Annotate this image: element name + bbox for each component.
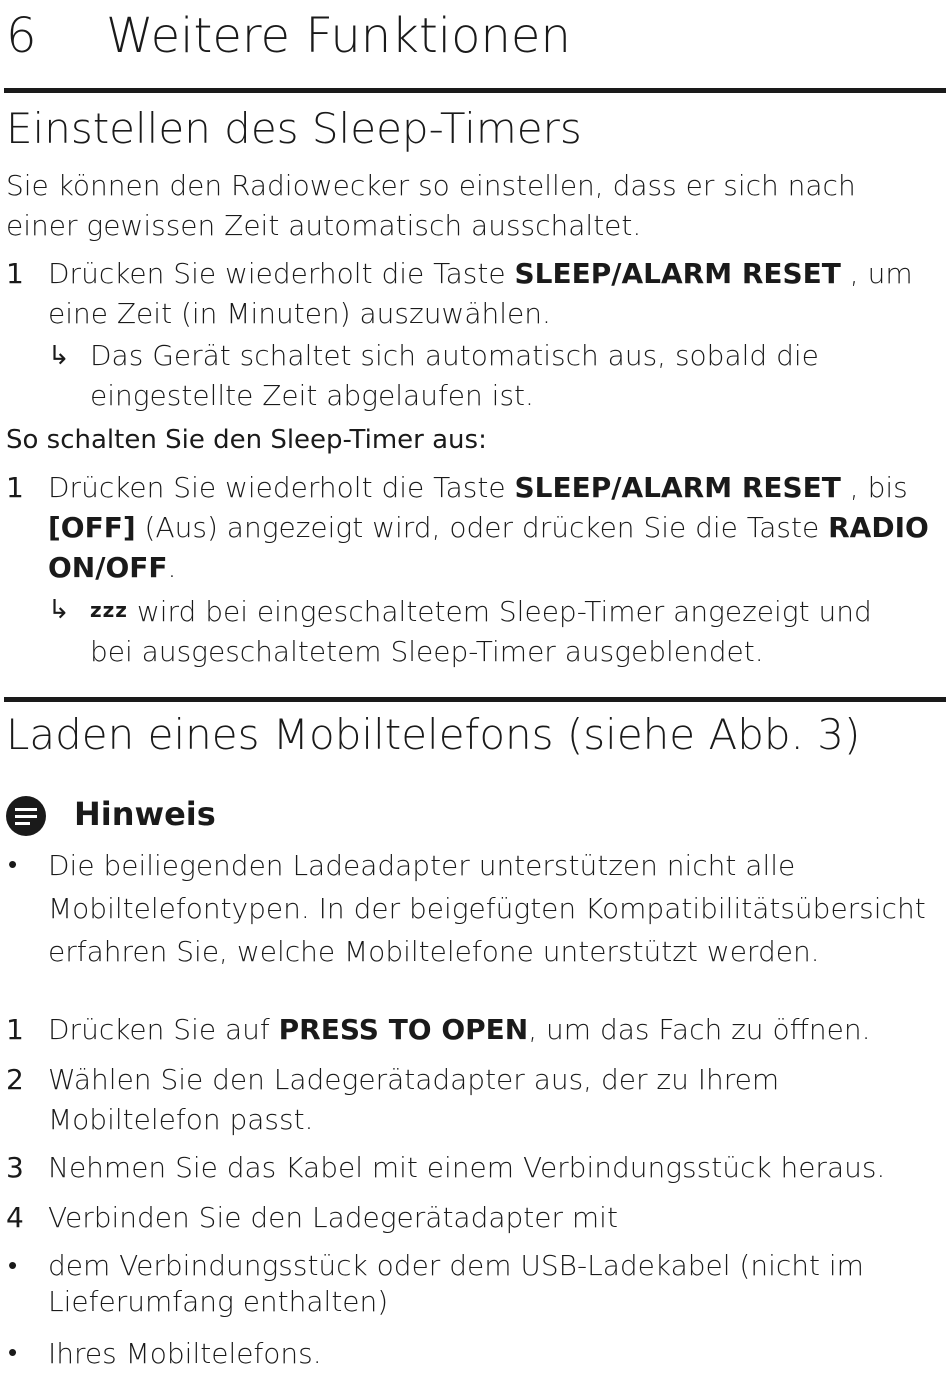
result-arrow-icon: ↳ [48,595,70,625]
charge-step-3 [6,1148,944,1188]
press-to-open-key: PRESS TO OPEN [278,1013,529,1046]
sleep-result-1 [48,336,920,416]
step-text: Drücken Sie wiederholt die Taste [48,471,515,504]
sleep-off-step-1 [6,468,944,588]
note-icon [6,796,46,836]
step-number: 1 [6,1013,24,1046]
note-text: Die beiliegenden Ladeadapter unterstützen nicht alle Mobiltelefontypen. In der beigefügten Kompatibilitätsübersicht erfahren Sie, welche Mobiltelefone unterstützt werden. [48,849,926,968]
step-text: Verbinden Sie den Ladegerätadapter mit [48,1201,618,1234]
sleep-intro: Sie können den Radiowecker so einstellen, dass er sich nach einer gewissen Zeit automatisch ausschaltet. [6,169,856,242]
step-number: 1 [6,471,24,504]
step-text-mid2: (Aus) angezeigt wird, oder drücken Sie die Taste [135,511,829,544]
charge-heading: Laden eines Mobiltelefons (siehe Abb. 3) [6,710,861,759]
note-bullet [6,844,930,973]
note-title: Hinweis [74,795,216,833]
bullet-icon: • [8,850,18,880]
chapter-title [6,8,571,64]
bullet-icon: • [8,1251,18,1281]
charge-bullet-2 [6,1332,930,1375]
chapter-divider [4,88,946,93]
step-text: Nehmen Sie das Kabel mit einem Verbindungsstück heraus. [48,1151,886,1184]
chapter-number: 6 [6,8,37,64]
sleep-result-2 [48,590,920,672]
charge-step-2 [6,1060,944,1140]
sleep-off-heading: So schalten Sie den Sleep-Timer aus: [6,425,487,455]
off-display: [OFF] [48,511,136,544]
step-number: 3 [6,1151,24,1184]
section-divider [4,697,946,702]
charge-step-1 [6,1010,944,1050]
step-number: 4 [6,1201,24,1234]
bullet-text: Ihres Mobiltelefons. [48,1337,322,1370]
charge-step-4 [6,1198,944,1238]
chapter-title-text: Weitere Funktionen [106,8,571,64]
radio-onoff-key: RADIO ON/OFF [48,511,929,584]
sleep-step-1 [6,254,944,334]
step-text-mid: , bis [840,471,908,504]
sleep-alarm-reset-key: SLEEP/ALARM RESET [514,257,841,290]
charge-bullet-1 [6,1248,930,1320]
sleep-alarm-reset-key: SLEEP/ALARM RESET [514,471,841,504]
bullet-text: dem Verbindungsstück oder dem USB-Ladekabel (nicht im Lieferumfang enthalten) [48,1249,864,1318]
result-text: wird bei eingeschaltetem Sleep-Timer angezeigt und bei ausgeschaltetem Sleep-Timer ausgeblendet. [90,595,872,668]
result-text: Das Gerät schaltet sich automatisch aus, sobald die eingestellte Zeit abgelaufen ist. [90,339,819,412]
step-text: Wählen Sie den Ladegerätadapter aus, der zu Ihrem Mobiltelefon passt. [48,1063,780,1136]
sleep-zzz-symbol: zzz [90,598,128,622]
result-arrow-icon: ↳ [48,341,70,371]
step-text: Drücken Sie auf [48,1013,279,1046]
sleep-heading: Einstellen des Sleep-Timers [6,104,582,153]
step-text-end: , um das Fach zu öffnen. [528,1013,871,1046]
bullet-icon: • [8,1338,18,1368]
step-text-end: , um eine Zeit (in Minuten) auszuwählen. [48,257,913,330]
step-text: Drücken Sie wiederholt die Taste [48,257,515,290]
step-number: 1 [6,257,24,290]
step-text-end: . [167,551,177,584]
step-number: 2 [6,1063,24,1096]
